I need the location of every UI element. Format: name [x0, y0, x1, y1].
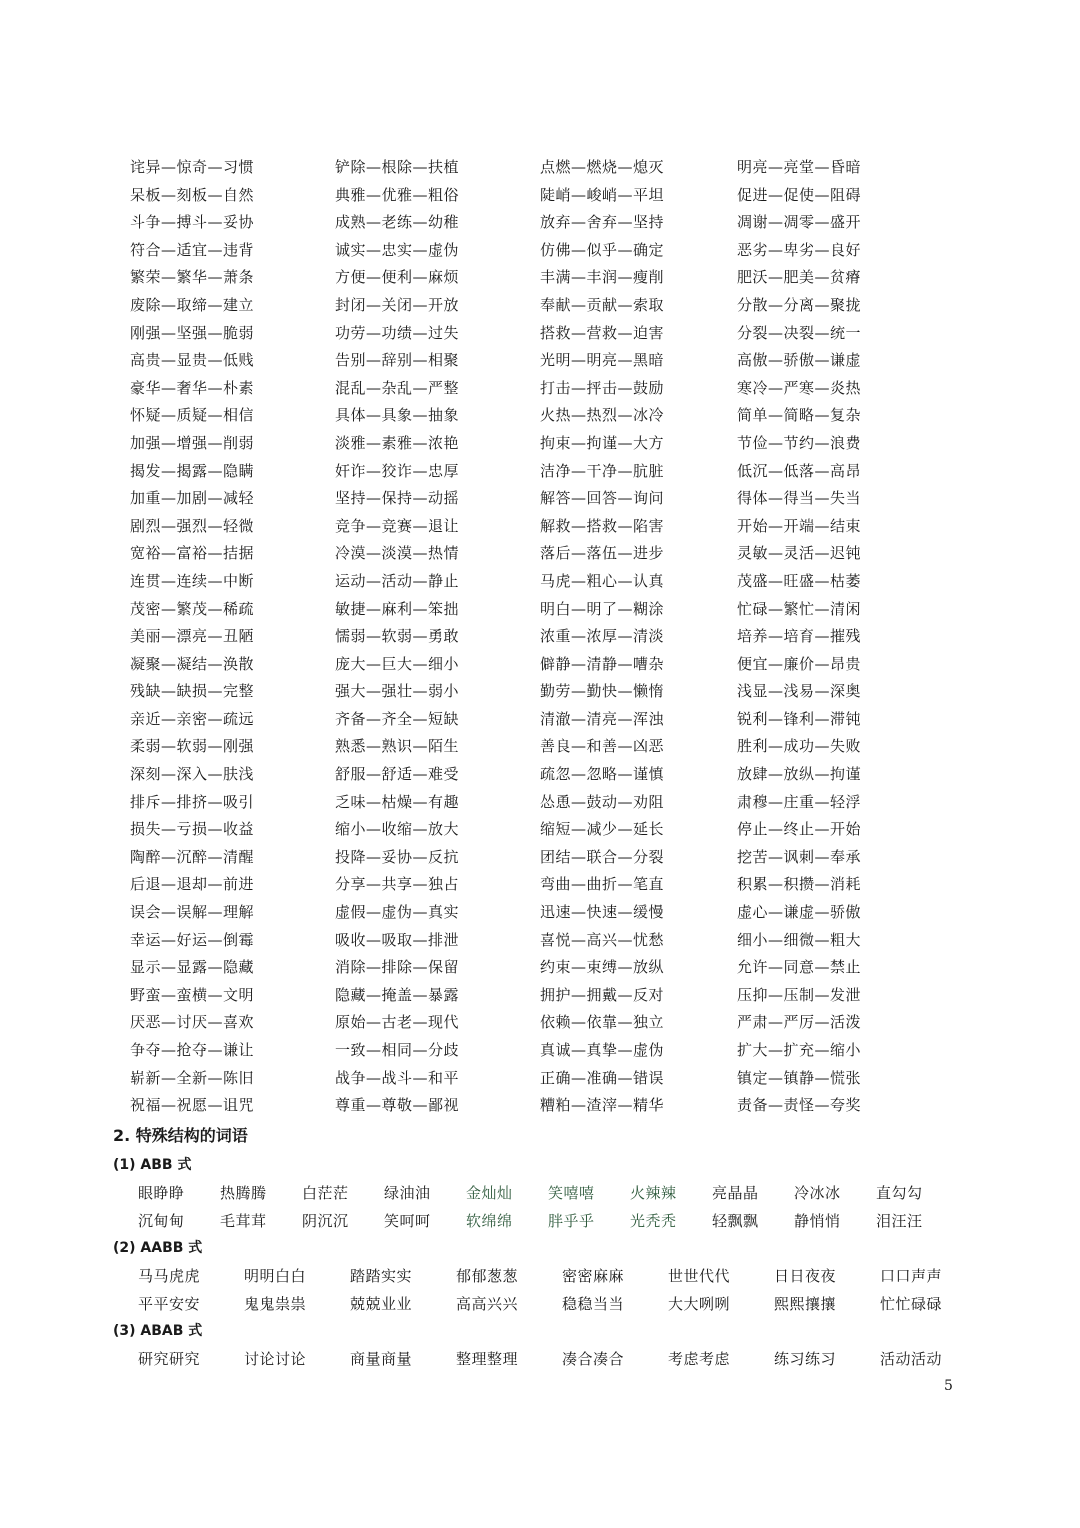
word-triple: 斗争—搏斗—妥协 — [130, 213, 255, 232]
abab-word: 研究研究 — [138, 1350, 201, 1368]
abab-heading: (3) ABAB 式 — [113, 1323, 203, 1339]
aabb-word: 马马虎虎 — [138, 1267, 201, 1285]
word-triple: 方便—便利—麻烦 — [335, 268, 460, 287]
word-triple: 陡峭—峻峭—平坦 — [540, 185, 665, 204]
word-triple: 便宜—廉价—昂贵 — [737, 654, 862, 673]
aabb-word: 稳稳当当 — [562, 1295, 625, 1313]
word-triple: 弯曲—曲折—笔直 — [540, 875, 665, 894]
abb-word: 毛茸茸 — [220, 1212, 267, 1230]
word-triple: 排斥—排挤—吸引 — [130, 792, 255, 811]
word-triple: 忙碌—繁忙—清闲 — [737, 599, 862, 618]
word-triple: 懦弱—软弱—勇敢 — [335, 627, 460, 646]
word-triple: 隐藏—掩盖—暴露 — [335, 985, 460, 1004]
word-triple: 低沉—低落—高昂 — [737, 461, 862, 480]
word-triple: 严肃—严厉—活泼 — [737, 1013, 862, 1032]
word-triple: 冷漠—淡漠—热情 — [335, 544, 460, 563]
word-triple: 怀疑—质疑—相信 — [130, 406, 255, 425]
aabb-word: 日日夜夜 — [774, 1267, 837, 1285]
word-triple: 清澈—清亮—浑浊 — [540, 709, 665, 728]
abb-word: 金灿灿 — [466, 1184, 513, 1202]
word-triple: 竞争—竞赛—退让 — [335, 516, 460, 535]
abb-word: 轻飘飘 — [712, 1212, 759, 1230]
section-title: 2. 特殊结构的词语 — [113, 1126, 248, 1145]
abb-word: 火辣辣 — [630, 1184, 677, 1202]
abab-word: 考虑考虑 — [668, 1350, 731, 1368]
word-triple: 锐利—锋利—滞钝 — [737, 709, 862, 728]
abb-word: 沉甸甸 — [138, 1212, 185, 1230]
word-triple: 镇定—镇静—慌张 — [737, 1068, 862, 1087]
abb-word-row — [138, 1209, 958, 1233]
word-triple: 僻静—清静—嘈杂 — [540, 654, 665, 673]
word-triple: 搭救—营救—迫害 — [540, 323, 665, 342]
word-triple: 废除—取缔—建立 — [130, 295, 255, 314]
word-triple: 铲除—根除—扶植 — [335, 158, 460, 176]
aabb-word: 郁郁葱葱 — [456, 1267, 519, 1285]
word-triple: 剧烈—强烈—轻微 — [130, 516, 255, 535]
page-number: 5 — [944, 1378, 953, 1394]
word-triple: 奸诈—狡诈—忠厚 — [335, 461, 460, 480]
aabb-word: 高高兴兴 — [456, 1295, 519, 1313]
abab-word: 商量商量 — [350, 1350, 413, 1368]
word-triple: 刚强—坚强—脆弱 — [130, 323, 255, 342]
word-triple: 虚假—虚伪—真实 — [335, 903, 460, 922]
word-triple: 误会—误解—理解 — [130, 903, 255, 922]
word-triple: 凝聚—凝结—涣散 — [130, 654, 255, 673]
word-triple: 幸运—好运—倒霉 — [130, 930, 255, 949]
word-triple: 揭发—揭露—隐瞒 — [130, 461, 255, 480]
word-triple: 缩小—收缩—放大 — [335, 820, 460, 839]
word-triple: 肃穆—庄重—轻浮 — [737, 792, 862, 811]
abb-word: 阴沉沉 — [302, 1212, 349, 1230]
abb-word: 热腾腾 — [220, 1184, 267, 1202]
word-triple: 正确—准确—错误 — [540, 1068, 665, 1087]
word-triple: 浅显—浅易—深奥 — [737, 682, 862, 701]
word-triple: 乏味—枯燥—有趣 — [335, 792, 460, 811]
word-triple: 恶劣—卑劣—良好 — [737, 240, 862, 259]
word-triple: 诧异—惊奇—习惯 — [130, 158, 255, 176]
word-triple: 奉献—贡献—索取 — [540, 295, 665, 314]
aabb-word: 口口声声 — [880, 1267, 943, 1285]
word-triple: 简单—简略—复杂 — [737, 406, 862, 425]
word-triple: 点燃—燃烧—熄灭 — [540, 158, 665, 176]
word-triple: 得体—得当—失当 — [737, 489, 862, 508]
word-triple: 解救—搭救—陷害 — [540, 516, 665, 535]
word-triple: 凋谢—凋零—盛开 — [737, 213, 862, 232]
word-triple: 舒服—舒适—难受 — [335, 765, 460, 784]
abb-word: 软绵绵 — [466, 1212, 513, 1230]
word-triple: 真诚—真挚—虚伪 — [540, 1041, 665, 1059]
word-triple: 厌恶—讨厌—喜欢 — [130, 1013, 255, 1032]
word-triple: 庞大—巨大—细小 — [335, 654, 460, 673]
word-triple: 寒冷—严寒—炎热 — [737, 378, 862, 397]
word-triple: 迅速—快速—缓慢 — [540, 903, 665, 922]
word-triple: 茂密—繁茂—稀疏 — [130, 599, 255, 618]
abab-word: 练习练习 — [774, 1350, 837, 1368]
aabb-word: 熙熙攘攘 — [774, 1295, 837, 1313]
word-triple: 齐备—齐全—短缺 — [335, 709, 460, 728]
word-triple: 高贵—显贵—低贱 — [130, 351, 255, 370]
word-triple: 成熟—老练—幼稚 — [335, 213, 460, 232]
word-triple: 消除—排除—保留 — [335, 958, 460, 977]
word-triple: 诚实—忠实—虚伪 — [335, 240, 460, 259]
word-triple: 仿佛—似乎—确定 — [540, 240, 665, 259]
abb-word: 绿油油 — [384, 1184, 431, 1202]
word-triple: 洁净—干净—肮脏 — [540, 461, 665, 480]
word-triple: 加强—增强—削弱 — [130, 433, 255, 452]
word-triple: 依赖—依靠—独立 — [540, 1013, 665, 1032]
aabb-word: 世世代代 — [668, 1267, 731, 1285]
abab-word: 整理整理 — [456, 1350, 519, 1368]
abb-word: 笑嘻嘻 — [548, 1184, 595, 1202]
word-triple: 祝福—祝愿—诅咒 — [130, 1096, 255, 1115]
antonym-word-table — [130, 155, 917, 1121]
abb-word: 直勾勾 — [876, 1184, 923, 1202]
word-triple: 丰满—丰润—瘦削 — [540, 268, 665, 287]
word-triple: 符合—适宜—违背 — [130, 240, 255, 259]
word-triple: 缩短—减少—延长 — [540, 820, 665, 839]
word-triple: 虚心—谦虚—骄傲 — [737, 903, 862, 922]
word-triple: 告别—辞别—相聚 — [335, 351, 460, 370]
word-triple: 放肆—放纵—拘谨 — [737, 765, 862, 784]
word-triple: 柔弱—软弱—刚强 — [130, 737, 255, 756]
word-triple: 后退—退却—前进 — [130, 875, 255, 894]
word-triple: 封闭—关闭—开放 — [335, 295, 460, 314]
aabb-word: 大大咧咧 — [668, 1295, 731, 1313]
aabb-word: 明明白白 — [244, 1267, 307, 1285]
abb-word: 眼睁睁 — [138, 1184, 185, 1202]
abab-word: 活动活动 — [880, 1350, 943, 1368]
word-triple: 投降—妥协—反抗 — [335, 847, 460, 866]
aabb-word: 踏踏实实 — [350, 1267, 413, 1285]
word-triple: 积累—积攒—消耗 — [737, 875, 862, 894]
aabb-word-row — [138, 1292, 986, 1316]
abb-heading: (1) ABB 式 — [113, 1157, 192, 1173]
word-triple: 功劳—功绩—过失 — [335, 323, 460, 342]
word-triple: 连贯—连续—中断 — [130, 571, 255, 590]
word-triple: 压抑—压制—发泄 — [737, 985, 862, 1004]
word-triple: 尊重—尊敬—鄙视 — [335, 1096, 460, 1115]
word-triple: 争夺—抢夺—谦让 — [130, 1041, 255, 1059]
word-triple: 糟粕—渣滓—精华 — [540, 1096, 665, 1115]
word-triple: 细小—细微—粗大 — [737, 930, 862, 949]
abab-word: 凑合凑合 — [562, 1350, 625, 1368]
word-triple: 扩大—扩充—缩小 — [737, 1041, 862, 1059]
word-triple: 火热—热烈—冰冷 — [540, 406, 665, 425]
word-triple: 疏忽—忽略—谨慎 — [540, 765, 665, 784]
word-triple: 允许—同意—禁止 — [737, 958, 862, 977]
aabb-word: 兢兢业业 — [350, 1295, 413, 1313]
word-triple: 喜悦—高兴—忧愁 — [540, 930, 665, 949]
aabb-word-row — [138, 1264, 986, 1288]
aabb-heading: (2) AABB 式 — [113, 1240, 203, 1256]
word-triple: 马虎—粗心—认真 — [540, 571, 665, 590]
word-triple: 损失—亏损—收益 — [130, 820, 255, 839]
word-triple: 怂恿—鼓动—劝阻 — [540, 792, 665, 811]
abab-word-row — [138, 1347, 986, 1371]
abb-word: 亮晶晶 — [712, 1184, 759, 1202]
word-triple: 原始—古老—现代 — [335, 1013, 460, 1032]
word-triple: 分散—分离—聚拢 — [737, 295, 862, 314]
word-triple: 开始—开端—结束 — [737, 516, 862, 535]
word-triple: 陶醉—沉醉—清醒 — [130, 847, 255, 866]
word-triple: 显示—显露—隐藏 — [130, 958, 255, 977]
word-triple: 胜利—成功—失败 — [737, 737, 862, 756]
abb-word: 冷冰冰 — [794, 1184, 841, 1202]
word-triple: 吸收—吸取—排泄 — [335, 930, 460, 949]
word-triple: 呆板—刻板—自然 — [130, 185, 255, 204]
word-triple: 敏捷—麻利—笨拙 — [335, 599, 460, 618]
word-triple: 拥护—拥戴—反对 — [540, 985, 665, 1004]
word-triple: 浓重—浓厚—清淡 — [540, 627, 665, 646]
word-triple: 培养—培育—摧残 — [737, 627, 862, 646]
word-triple: 打击—抨击—鼓励 — [540, 378, 665, 397]
abb-word: 胖乎乎 — [548, 1212, 595, 1230]
word-triple: 节俭—节约—浪费 — [737, 433, 862, 452]
word-triple: 责备—责怪—夸奖 — [737, 1096, 862, 1115]
word-triple: 约束—束缚—放纵 — [540, 958, 665, 977]
word-triple: 繁荣—繁华—萧条 — [130, 268, 255, 287]
word-triple: 具体—具象—抽象 — [335, 406, 460, 425]
word-triple: 茂盛—旺盛—枯萎 — [737, 571, 862, 590]
word-triple: 亲近—亲密—疏远 — [130, 709, 255, 728]
abb-word: 光秃秃 — [630, 1212, 677, 1230]
word-triple: 熟悉—熟识—陌生 — [335, 737, 460, 756]
word-triple: 挖苦—讽刺—奉承 — [737, 847, 862, 866]
word-triple: 促进—促使—阻碍 — [737, 185, 862, 204]
word-triple: 光明—明亮—黑暗 — [540, 351, 665, 370]
word-triple: 崭新—全新—陈旧 — [130, 1068, 255, 1087]
word-triple: 战争—战斗—和平 — [335, 1068, 460, 1087]
word-triple: 解答—回答—询问 — [540, 489, 665, 508]
word-triple: 豪华—奢华—朴素 — [130, 378, 255, 397]
word-triple: 停止—终止—开始 — [737, 820, 862, 839]
word-triple: 典雅—优雅—粗俗 — [335, 185, 460, 204]
aabb-word: 密密麻麻 — [562, 1267, 625, 1285]
word-triple: 深刻—深入—肤浅 — [130, 765, 255, 784]
abb-word: 泪汪汪 — [876, 1212, 923, 1230]
word-triple: 运动—活动—静止 — [335, 571, 460, 590]
word-triple: 残缺—缺损—完整 — [130, 682, 255, 701]
word-triple: 落后—落伍—进步 — [540, 544, 665, 563]
aabb-word: 平平安安 — [138, 1295, 201, 1313]
word-triple: 坚持—保持—动摇 — [335, 489, 460, 508]
abb-word-row — [138, 1181, 958, 1205]
word-triple: 团结—联合—分裂 — [540, 847, 665, 866]
word-triple: 勤劳—勤快—懒惰 — [540, 682, 665, 701]
word-triple: 分享—共享—独占 — [335, 875, 460, 894]
word-triple: 明亮—亮堂—昏暗 — [737, 158, 862, 176]
word-triple: 分裂—决裂—统一 — [737, 323, 862, 342]
aabb-word: 鬼鬼祟祟 — [244, 1295, 307, 1313]
word-triple: 放弃—舍弃—坚持 — [540, 213, 665, 232]
word-triple: 善良—和善—凶恶 — [540, 737, 665, 756]
word-triple: 灵敏—灵活—迟钝 — [737, 544, 862, 563]
abb-word: 静悄悄 — [794, 1212, 841, 1230]
word-triple: 强大—强壮—弱小 — [335, 682, 460, 701]
word-triple: 一致—相同—分歧 — [335, 1041, 460, 1059]
abab-word: 讨论讨论 — [244, 1350, 307, 1368]
word-triple: 美丽—漂亮—丑陋 — [130, 627, 255, 646]
abb-word: 笑呵呵 — [384, 1212, 431, 1230]
word-triple: 野蛮—蛮横—文明 — [130, 985, 255, 1004]
word-triple: 肥沃—肥美—贫瘠 — [737, 268, 862, 287]
word-triple: 明白—明了—糊涂 — [540, 599, 665, 618]
word-triple: 混乱—杂乱—严整 — [335, 378, 460, 397]
word-triple: 高傲—骄傲—谦虚 — [737, 351, 862, 370]
word-triple: 加重—加剧—减轻 — [130, 489, 255, 508]
aabb-word: 忙忙碌碌 — [880, 1295, 943, 1313]
word-triple: 拘束—拘谨—大方 — [540, 433, 665, 452]
word-triple: 宽裕—富裕—拮据 — [130, 544, 255, 563]
abb-word: 白茫茫 — [302, 1184, 349, 1202]
word-triple: 淡雅—素雅—浓艳 — [335, 433, 460, 452]
